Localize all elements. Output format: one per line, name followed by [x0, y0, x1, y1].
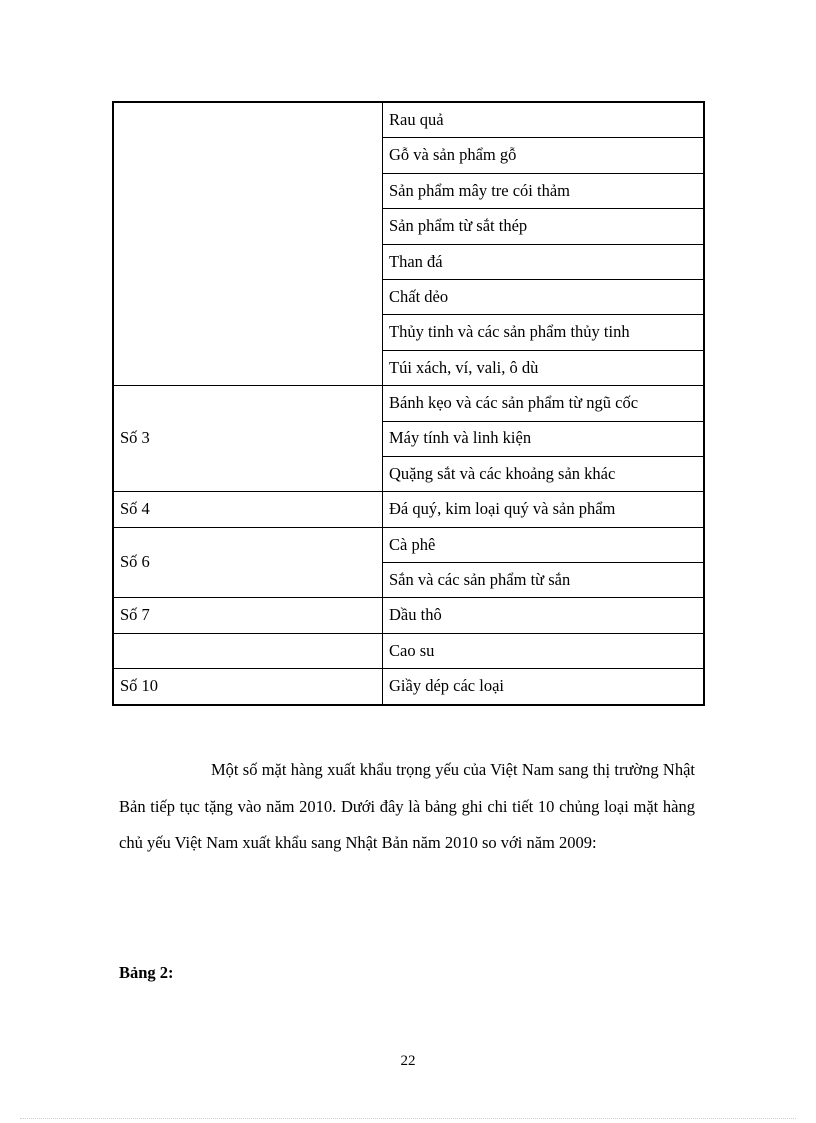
table-cell-rank: Số 10 — [113, 669, 383, 705]
table-cell-item: Sắn và các sản phẩm từ sắn — [383, 563, 705, 598]
page-number: 22 — [400, 1053, 416, 1069]
table-row — [113, 669, 704, 705]
export-table — [112, 101, 705, 706]
table-row — [113, 386, 704, 421]
table-row — [113, 102, 704, 138]
table-cell-rank — [113, 633, 383, 668]
table-cell-item: Cao su — [383, 633, 705, 668]
body-paragraph — [119, 752, 695, 862]
table-row — [113, 492, 704, 527]
table-cell-item: Than đá — [383, 244, 705, 279]
table-cell-item: Chất dẻo — [383, 279, 705, 314]
table-row — [113, 598, 704, 633]
table-cell-rank: Số 4 — [113, 492, 383, 527]
table-cell-rank: Số 6 — [113, 527, 383, 598]
table-cell-item: Đá quý, kim loại quý và sản phẩm — [383, 492, 705, 527]
table-cell-item: Gỗ và sản phẩm gỗ — [383, 138, 705, 173]
table-cell-item: Dầu thô — [383, 598, 705, 633]
table-row — [113, 527, 704, 562]
table-cell-item: Quặng sắt và các khoảng sản khác — [383, 456, 705, 491]
table-cell-item: Sản phẩm mây tre cói thảm — [383, 173, 705, 208]
footer-divider — [20, 1118, 796, 1119]
table-cell-rank — [113, 102, 383, 386]
table-cell-item: Cà phê — [383, 527, 705, 562]
table-cell-item: Bánh kẹo và các sản phẩm từ ngũ cốc — [383, 386, 705, 421]
table-cell-item: Máy tính và linh kiện — [383, 421, 705, 456]
table-cell-rank: Số 3 — [113, 386, 383, 492]
table-cell-item: Túi xách, ví, vali, ô dù — [383, 350, 705, 385]
table-caption: Bảng 2: — [119, 963, 174, 982]
paragraph-text: Một số mặt hàng xuất khẩu trọng yếu của Việt Nam sang thị trường Nhật Bản tiếp tục tặng vào năm 2010. Dưới đây là bảng ghi chi tiết 10 chủng loại mặt hàng chủ yếu Việt Nam xuất khẩu sang Nhật Bản năm 2010 so với năm 2009: — [119, 760, 695, 853]
table-cell-rank: Số 7 — [113, 598, 383, 633]
table-cell-item: Thủy tinh và các sản phẩm thủy tinh — [383, 315, 705, 350]
table-cell-item: Sản phẩm từ sắt thép — [383, 209, 705, 244]
table-row — [113, 633, 704, 668]
table-cell-item: Giầy dép các loại — [383, 669, 705, 705]
table-cell-item: Rau quả — [383, 102, 705, 138]
